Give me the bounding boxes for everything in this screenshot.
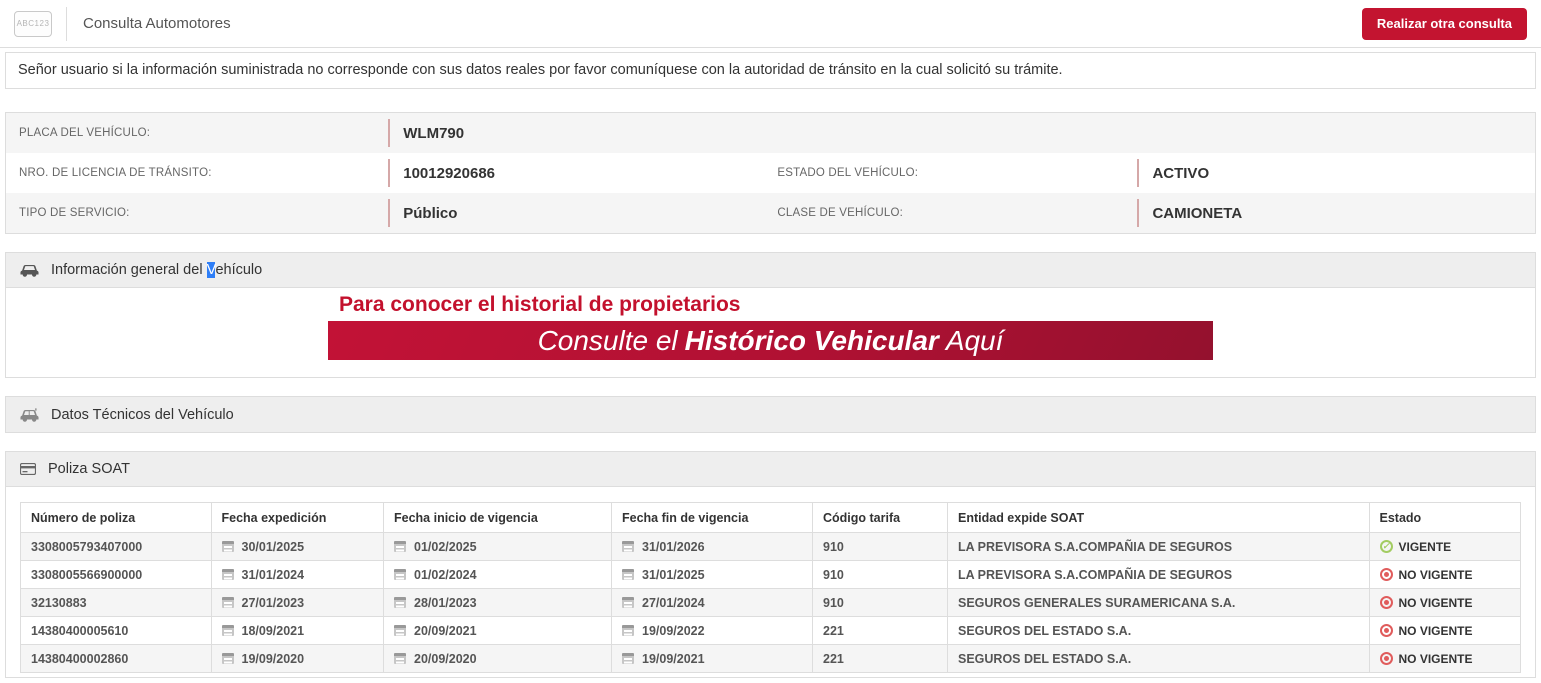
soat-table-header-row (21, 503, 1521, 533)
calendar-icon (222, 653, 234, 664)
status-badge: NO VIGENTE (1380, 617, 1511, 644)
historico-vehicular-link[interactable]: Consulte el Histórico Vehicular Aquí (328, 321, 1213, 360)
soat-section-body (6, 487, 1535, 677)
calendar-icon (222, 541, 234, 552)
selected-text: V (206, 262, 216, 278)
calendar-icon (394, 625, 406, 636)
estado-vehiculo-value: ACTIVO (1137, 153, 1535, 193)
soat-table-row: 14380400002860 19/09/2020 20/09/2020 19/09/2021 221 SEGUROS DEL ESTADO S.A. NO VIGENTE (21, 645, 1521, 673)
poliza-number: 3308005793407000 (21, 533, 212, 561)
poliza-number: 3308005566900000 (21, 561, 212, 589)
no-vigente-icon (1380, 596, 1393, 609)
col-entidad: Entidad expide SOAT (948, 503, 1370, 533)
vigente-icon (1380, 540, 1393, 553)
col-estado: Estado (1369, 503, 1521, 533)
vehicle-info-row (6, 193, 1535, 233)
credit-card-icon (20, 463, 36, 475)
poliza-number: 14380400002860 (21, 645, 212, 673)
calendar-icon (394, 653, 406, 664)
user-notice: Señor usuario si la información suministrada no corresponde con sus datos reales por favor comuníquese con la autoridad de tránsito en la cual solicitó su trámite. (5, 52, 1536, 89)
status-badge: NO VIGENTE (1380, 645, 1511, 672)
calendar-icon (222, 569, 234, 580)
vehicle-info-row (6, 113, 1535, 153)
soat-table-row: 14380400005610 18/09/2021 20/09/2021 19/09/2022 221 SEGUROS DEL ESTADO S.A. NO VIGENTE (21, 617, 1521, 645)
technical-data-section (5, 396, 1536, 433)
status-badge: NO VIGENTE (1380, 589, 1511, 616)
soat-section-title: Poliza SOAT (48, 461, 130, 477)
calendar-icon (394, 569, 406, 580)
calendar-icon (394, 597, 406, 608)
no-vigente-icon (1380, 624, 1393, 637)
tipo-servicio-value: Público (388, 193, 764, 233)
col-codigo-tarifa: Código tarifa (813, 503, 948, 533)
car-side-icon (20, 408, 39, 422)
status-badge: NO VIGENTE (1380, 561, 1511, 588)
col-fecha-inicio: Fecha inicio de vigencia (384, 503, 612, 533)
vehicle-summary-panel (5, 112, 1536, 234)
technical-data-section-header[interactable] (6, 397, 1535, 432)
soat-table (20, 502, 1521, 673)
soat-section-header[interactable] (6, 452, 1535, 487)
status-badge: ✓ VIGENTE (1380, 533, 1511, 560)
license-plate-icon: ABC123 (14, 11, 52, 37)
calendar-icon (622, 653, 634, 664)
placa-value: WLM790 (388, 113, 764, 153)
calendar-icon (622, 569, 634, 580)
car-icon (20, 263, 39, 277)
calendar-icon (222, 597, 234, 608)
estado-vehiculo-label: ESTADO DEL VEHÍCULO: (777, 167, 919, 179)
col-numero-poliza: Número de poliza (21, 503, 212, 533)
general-info-section-body (6, 288, 1535, 377)
no-vigente-icon (1380, 652, 1393, 665)
general-info-section (5, 252, 1536, 378)
licencia-value: 10012920686 (388, 153, 764, 193)
technical-data-section-title: Datos Técnicos del Vehículo (51, 406, 234, 423)
clase-vehiculo-value: CAMIONETA (1137, 193, 1535, 233)
calendar-icon (222, 625, 234, 636)
poliza-number: 32130883 (21, 589, 212, 617)
poliza-number: 14380400005610 (21, 617, 212, 645)
soat-section (5, 451, 1536, 678)
historico-vehicular-banner (328, 293, 1213, 360)
col-fecha-expedicion: Fecha expedición (211, 503, 384, 533)
banner-headline: Para conocer el historial de propietarios (339, 293, 741, 316)
general-info-section-header[interactable] (6, 253, 1535, 288)
licencia-label: NRO. DE LICENCIA DE TRÁNSITO: (19, 167, 212, 179)
soat-table-row: 3308005793407000 30/01/2025 01/02/2025 31/01/2026 910 LA PREVISORA S.A.COMPAÑIA DE SEGUROS ✓ VIGENTE (21, 533, 1521, 561)
col-fecha-fin: Fecha fin de vigencia (612, 503, 813, 533)
new-query-button[interactable]: Realizar otra consulta (1362, 8, 1527, 40)
header-divider (66, 7, 67, 41)
no-vigente-icon (1380, 568, 1393, 581)
clase-vehiculo-label: CLASE DE VEHÍCULO: (777, 207, 904, 219)
page-title: Consulta Automotores (83, 15, 231, 32)
calendar-icon (394, 541, 406, 552)
tipo-servicio-label: TIPO DE SERVICIO: (19, 207, 130, 219)
calendar-icon (622, 541, 634, 552)
calendar-icon (622, 625, 634, 636)
placa-label: PLACA DEL VEHÍCULO: (19, 127, 151, 139)
app-header (0, 0, 1541, 48)
soat-table-row: 3308005566900000 31/01/2024 01/02/2024 31/01/2025 910 LA PREVISORA S.A.COMPAÑIA DE SEGUROS NO VIGENTE (21, 561, 1521, 589)
soat-table-row: 32130883 27/01/2023 28/01/2023 27/01/2024 910 SEGUROS GENERALES SURAMERICANA S.A. NO VIGENTE (21, 589, 1521, 617)
calendar-icon (622, 597, 634, 608)
vehicle-info-row (6, 153, 1535, 193)
general-info-section-title: Información general del Vehículo (51, 262, 263, 278)
